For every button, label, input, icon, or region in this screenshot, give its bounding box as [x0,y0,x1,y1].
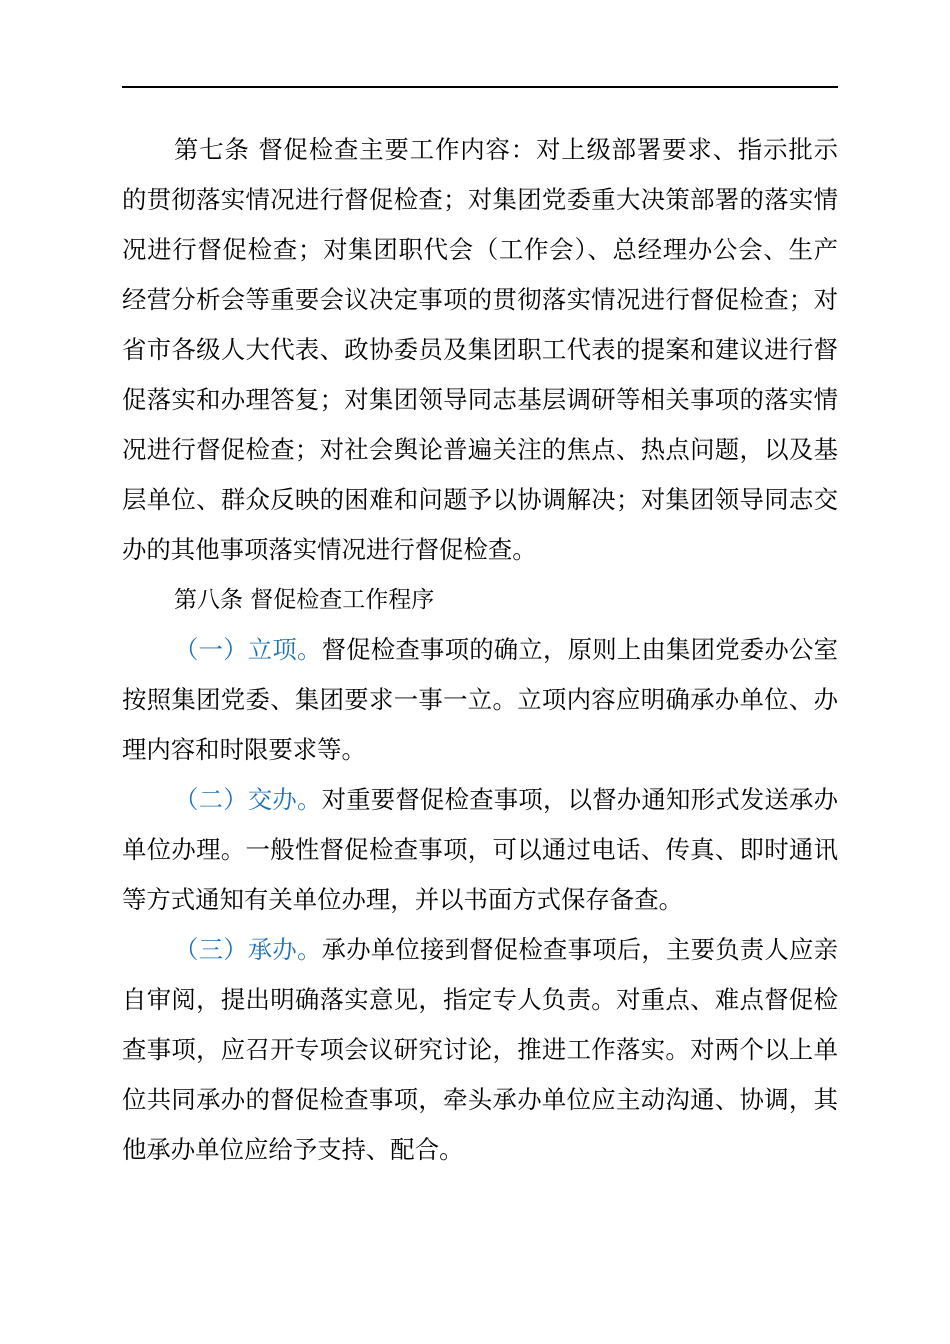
document-body [122,125,838,1175]
header-rule [122,86,838,88]
paragraph-text: 第八条 督促检查工作程序 [174,587,435,613]
step-2-paragraph [122,775,838,925]
paragraph-text: 第七条 督促检查主要工作内容：对上级部署要求、指示批示的贯彻落实情况进行督促检查；对集团党委重大决策部署的落实情况进行督促检查；对集团职代会（工作会）、总经理办公会、生产经营分析会等重要会议决定事项的贯彻落实情况进行督促检查；对省市各级人大代表、政协委员及集团职工代表的提案和建议进行督促落实和办理答复；对集团领导同志基层调研等相关事项的落实情况进行督促检查；对社会舆论普遍关注的焦点、热点问题，以及基层单位、群众反映的困难和问题予以协调解决；对集团领导同志交办的其他事项落实情况进行督促检查。 [122,135,838,564]
paragraph-text: 督促检查事项的确立，原则上由集团党委办公室按照集团党委、集团要求一事一立。立项内容应明确承办单位、办理内容和时限要求等。 [122,635,838,764]
step-3-lead: （三）承办。 [174,935,322,964]
step-1-paragraph [122,625,838,775]
paragraph-text: 承办单位接到督促检查事项后，主要负责人应亲自审阅，提出明确落实意见，指定专人负责。对重点、难点督促检查事项，应召开专项会议研究讨论，推进工作落实。对两个以上单位共同承办的督促检查事项，牵头承办单位应主动沟通、协调，其他承办单位应给予支持、配合。 [122,935,838,1164]
article-8-heading [122,575,838,625]
step-2-lead: （二）交办。 [174,785,322,814]
step-1-lead: （一）立项。 [174,635,322,664]
paragraph-text: 对重要督促检查事项，以督办通知形式发送承办单位办理。一般性督促检查事项，可以通过电话、传真、即时通讯等方式通知有关单位办理，并以书面方式保存备查。 [122,785,838,914]
article-7-paragraph [122,125,838,575]
step-3-paragraph [122,925,838,1175]
